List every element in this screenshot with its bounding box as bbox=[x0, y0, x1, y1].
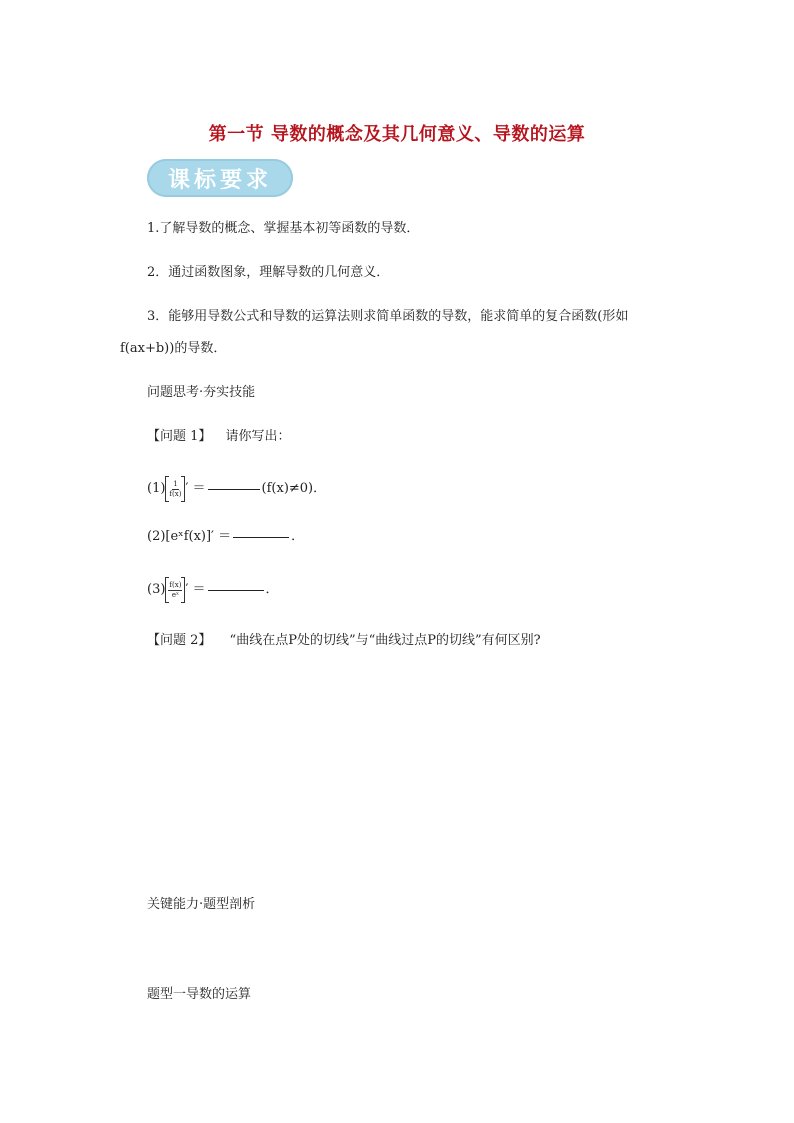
answer-blank[interactable] bbox=[233, 536, 289, 538]
end-mark: ． bbox=[265, 582, 279, 597]
derivative-equals: ′ ＝ bbox=[185, 582, 206, 597]
fraction bbox=[168, 480, 182, 499]
question-2 bbox=[147, 632, 541, 650]
requirement-3-continued: f(ax+b))的导数． bbox=[120, 341, 227, 356]
question-1-item-3 bbox=[147, 577, 279, 603]
fraction-denominator: eˣ bbox=[171, 590, 179, 599]
requirement-1: 1.了解导数的概念、掌握基本初等函数的导数． bbox=[147, 221, 420, 236]
item-number: (3) bbox=[147, 582, 166, 597]
question-1 bbox=[147, 428, 291, 446]
question-2-label: 【问题 2】 bbox=[147, 633, 212, 648]
answer-blank[interactable] bbox=[208, 488, 260, 490]
fraction-bracket bbox=[165, 476, 185, 502]
fraction-numerator: f(x) bbox=[169, 580, 182, 589]
page-title: 第一节 导数的概念及其几何意义、导数的运算 bbox=[208, 124, 586, 145]
end-mark: ． bbox=[291, 529, 305, 544]
expression: [eˣf(x)]′ ＝ bbox=[165, 529, 232, 544]
section-heading-thinking: 问题思考·夯实技能 bbox=[147, 385, 256, 400]
question-1-prompt: 请你写出： bbox=[225, 429, 291, 444]
fraction-bracket bbox=[165, 577, 185, 603]
section-heading-ability: 关键能力·题型剖析 bbox=[147, 897, 256, 912]
condition-text: (f(x)≠0)． bbox=[261, 481, 327, 496]
fraction bbox=[168, 581, 182, 600]
requirement-3: 3．能够用导数公式和导数的运算法则求简单函数的导数，能求简单的复合函数(形如 bbox=[147, 309, 629, 324]
item-number: (1) bbox=[147, 481, 166, 496]
answer-blank[interactable] bbox=[208, 589, 264, 591]
derivative-equals: ′ ＝ bbox=[185, 481, 206, 496]
question-1-item-1 bbox=[147, 476, 326, 502]
question-2-text: “曲线在点P处的切线”与“曲线过点P的切线”有何区别? bbox=[229, 633, 541, 648]
question-1-item-2 bbox=[147, 528, 304, 546]
section-badge: 课标要求 bbox=[147, 159, 293, 197]
fraction-numerator: 1 bbox=[173, 479, 178, 488]
section-heading-type-one: 题型一导数的运算 bbox=[147, 987, 252, 1002]
question-1-label: 【问题 1】 bbox=[147, 429, 212, 444]
fraction-denominator: f(x) bbox=[169, 489, 182, 498]
requirement-2: 2．通过函数图象，理解导数的几何意义． bbox=[147, 265, 390, 280]
item-number: (2) bbox=[147, 529, 166, 544]
